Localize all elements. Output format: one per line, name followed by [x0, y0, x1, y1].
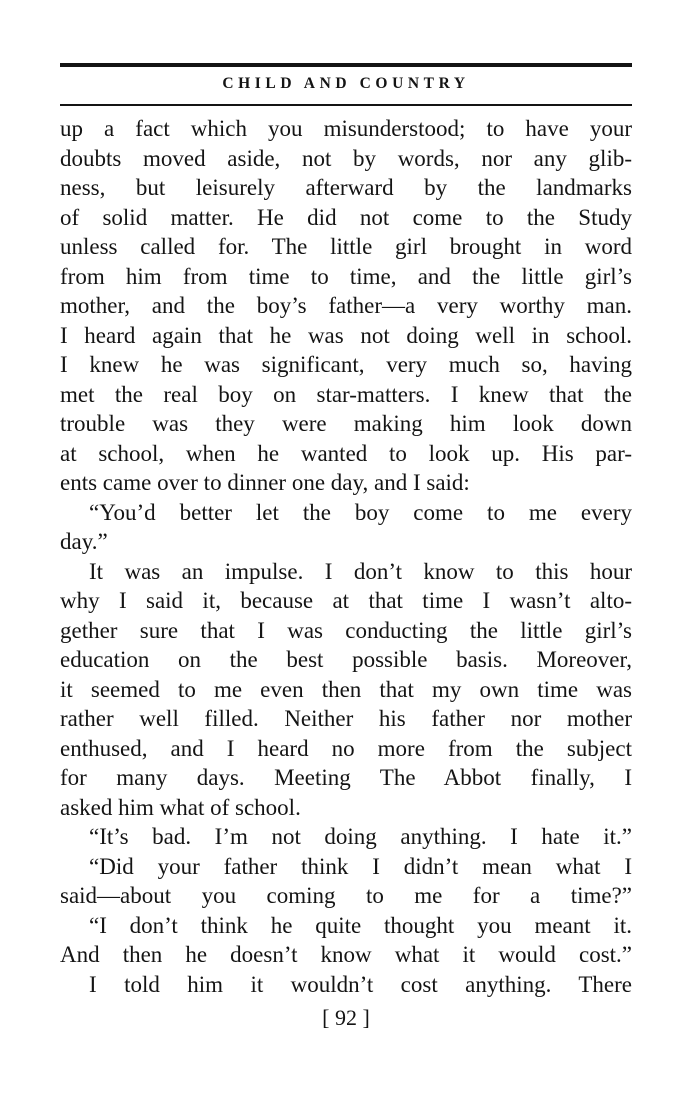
- text-line: “It’s bad. I’m not doing anything. I hate it.”: [89, 824, 632, 849]
- text-line: education on the best possible basis. Moreover,: [60, 647, 632, 672]
- text-line: “You’d better let the boy come to me every: [89, 499, 632, 525]
- text-line: up a fact which you misunderstood; to have your: [60, 116, 632, 141]
- text-line: “I don’t think he quite thought you meant it.: [89, 912, 632, 938]
- text-line: met the real boy on star-matters. I knew that the: [60, 381, 632, 407]
- text-line: I heard again that he was not doing well in school.: [60, 322, 632, 348]
- text-line: rather well filled. Neither his father nor mother: [60, 706, 632, 731]
- text-line: “Did your father think I didn’t mean what I: [89, 853, 632, 879]
- header-rule-top: [60, 63, 632, 67]
- text-line: ents came over to dinner one day, and I said:: [60, 470, 470, 495]
- text-line: I knew he was significant, very much so, having: [60, 352, 632, 377]
- text-line: gether sure that I was conducting the little girl’s: [60, 617, 632, 643]
- text-line: trouble was they were making him look down: [60, 411, 632, 436]
- page-number: [ 92 ]: [322, 1005, 370, 1030]
- body-text: [60, 114, 632, 999]
- text-line: enthused, and I heard no more from the subject: [60, 735, 632, 761]
- text-line: And then he doesn’t know what it would cost.”: [60, 942, 632, 967]
- header-rule-bottom: [60, 104, 632, 106]
- text-line: It was an impulse. I don’t know to this hour: [89, 558, 632, 584]
- text-line: mother, and the boy’s father—a very worthy man.: [60, 293, 632, 318]
- text-line: doubts moved aside, not by words, nor any glib-: [60, 145, 632, 171]
- text-line: said—about you coming to me for a time?”: [60, 883, 632, 908]
- text-line: at school, when he wanted to look up. His par-: [60, 440, 632, 466]
- text-line: ness, but leisurely afterward by the landmarks: [60, 175, 632, 200]
- text-line: of solid matter. He did not come to the Study: [60, 204, 632, 230]
- text-line: unless called for. The little girl brought in word: [60, 234, 632, 259]
- running-head: CHILD AND COUNTRY: [222, 75, 470, 92]
- text-line: asked him what of school.: [60, 794, 301, 820]
- text-line: from him from time to time, and the little girl’s: [60, 263, 632, 289]
- text-line: for many days. Meeting The Abbot finally, I: [60, 765, 632, 790]
- text-line: it seemed to me even then that my own time was: [60, 676, 632, 702]
- text-line: I told him it wouldn’t cost anything. There: [89, 971, 632, 997]
- text-line: why I said it, because at that time I wasn’t alto-: [60, 588, 632, 613]
- text-line: day.”: [60, 529, 108, 554]
